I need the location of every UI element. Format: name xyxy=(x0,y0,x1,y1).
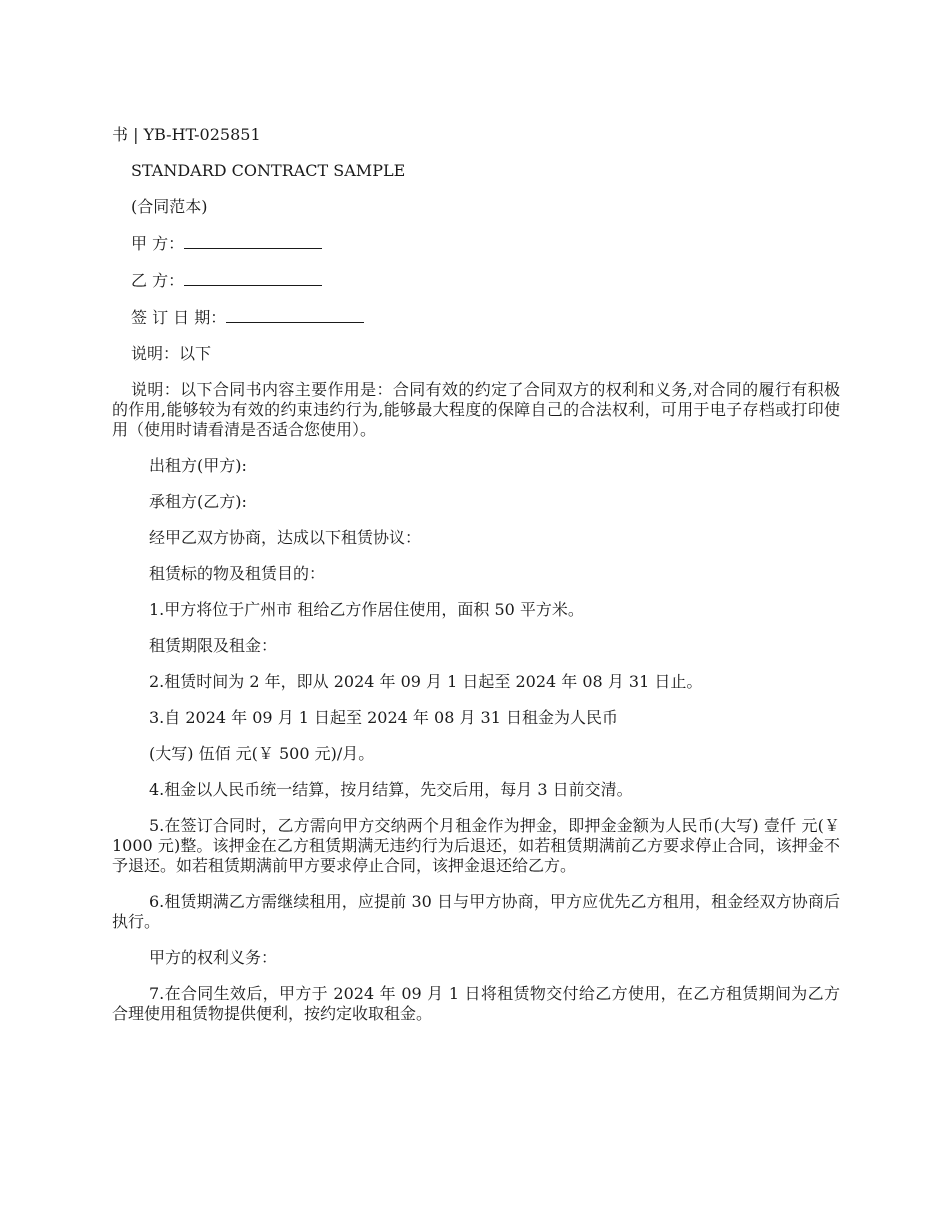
signing-date-blank xyxy=(226,307,364,323)
title-english: STANDARD CONTRACT SAMPLE xyxy=(131,161,406,180)
contract-page xyxy=(112,125,840,1040)
party-b-blank xyxy=(184,270,322,286)
note-heading: 说明：以下 xyxy=(131,344,212,363)
agreement-intro: 经甲乙双方协商，达成以下租赁协议： xyxy=(149,528,422,547)
clause-1: 1.甲方将位于广州市 租给乙方作居住使用，面积 50 平方米。 xyxy=(149,600,584,619)
clause-2: 2.租赁时间为 2 年，即从 2024 年 09 月 1 日起至 2024 年 08 月 31 日止。 xyxy=(149,672,703,691)
section-subject-title: 租赁标的物及租赁目的： xyxy=(149,564,326,583)
section-party-a-rights-title: 甲方的权利义务： xyxy=(149,948,278,967)
clause-4: 4.租金以人民币统一结算，按月结算，先交后用，每月 3 日前交清。 xyxy=(149,780,633,799)
party-a-field xyxy=(112,233,840,254)
lessee-line: 承租方(乙方): xyxy=(149,492,247,511)
clause-6: 6.租赁期满乙方需继续租用，应提前 30 日与甲方协商，甲方应优先乙方租用，租金经双方协商后执行。 xyxy=(112,892,840,931)
party-b-label: 乙 方： xyxy=(131,271,185,290)
note-paragraph: 说明：以下合同书内容主要作用是：合同有效的约定了合同双方的权利和义务,对合同的履行有积极的作用,能够较为有效的约束违约行为,能够最大程度的保障自己的合法权利，可用于电子存档或打印使用（使用时请看清是否适合您使用）。 xyxy=(112,380,840,439)
title-chinese: (合同范本) xyxy=(131,197,208,216)
signing-date-label: 签 订 日 期： xyxy=(131,308,227,327)
party-a-label: 甲 方： xyxy=(131,234,185,253)
party-a-blank xyxy=(184,233,322,249)
clause-3-line-1: 3.自 2024 年 09 月 1 日起至 2024 年 08 月 31 日租金为人民币 xyxy=(149,708,618,727)
document-id: 书 | YB-HT-025851 xyxy=(112,125,261,144)
signing-date-field xyxy=(112,307,840,328)
section-term-rent-title: 租赁期限及租金： xyxy=(149,636,278,655)
party-b-field xyxy=(112,270,840,291)
clause-3-line-2: (大写) 伍佰 元(￥ 500 元)/月。 xyxy=(149,744,375,763)
lessor-line: 出租方(甲方): xyxy=(149,456,247,475)
clause-5: 5.在签订合同时，乙方需向甲方交纳两个月租金作为押金，即押金金额为人民币(大写) 壹仟 元(￥ 1000 元)整。该押金在乙方租赁期满无违约行为后退还，如若租赁期满前乙方要求停止合同，该押金不予退还。如若租赁期满前甲方要求停止合同，该押金退还给乙方。 xyxy=(112,816,840,875)
clause-7: 7.在合同生效后，甲方于 2024 年 09 月 1 日将租赁物交付给乙方使用，在乙方租赁期间为乙方合理使用租赁物提供便利，按约定收取租金。 xyxy=(112,984,840,1023)
